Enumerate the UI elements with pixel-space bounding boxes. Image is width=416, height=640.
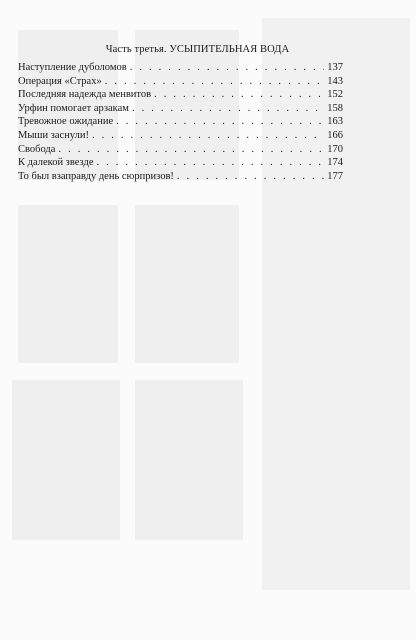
- toc-entry-title: Операция «Страх»: [18, 75, 102, 87]
- toc-entry-title: Урфин помогает арзакам: [18, 102, 129, 114]
- toc-entry-page: 158: [327, 102, 343, 114]
- toc-entry-title: То был взаправду день сюрпризов!: [18, 170, 174, 182]
- table-of-contents: [18, 44, 343, 183]
- toc-dot-leader: [58, 143, 324, 157]
- toc-entry-page: 170: [327, 143, 343, 155]
- toc-entry-title: Последняя надежда менвитов: [18, 89, 152, 101]
- toc-part-heading: Часть третья. УСЫПИТЕЛЬНАЯ ВОДА: [105, 44, 290, 55]
- toc-entry-page: 152: [327, 89, 343, 101]
- toc-entry: [18, 143, 343, 157]
- toc-dot-leader: [116, 115, 324, 129]
- show-through-box: [135, 205, 239, 363]
- toc-entry: [18, 88, 343, 102]
- toc-entry-title: К далекой звезде: [18, 157, 94, 169]
- toc-entry-page: 166: [327, 129, 343, 141]
- toc-entry-page: 163: [327, 116, 343, 128]
- show-through-box: [12, 380, 120, 540]
- toc-entry: [18, 156, 343, 170]
- toc-entry: [18, 115, 343, 129]
- toc-entry-page: 174: [327, 157, 343, 169]
- show-through-box: [18, 205, 118, 363]
- toc-entry-page: 143: [327, 75, 343, 87]
- toc-entry-title: Мыши заснули!: [18, 129, 89, 141]
- toc-entry-title: Наступление дуболомов: [18, 62, 127, 73]
- toc-dot-leader: [96, 156, 324, 170]
- toc-dot-leader: [130, 61, 325, 75]
- toc-entry: [18, 61, 343, 75]
- toc-dot-leader: [132, 102, 324, 116]
- toc-dot-leader: [154, 88, 324, 102]
- toc-entry: [18, 75, 343, 89]
- show-through-box: [135, 380, 243, 540]
- toc-entry-title: Тревожное ожидание: [18, 116, 114, 128]
- toc-dot-leader: [177, 170, 324, 184]
- toc-entry-page: 137: [327, 62, 343, 73]
- toc-dot-leader: [92, 129, 324, 143]
- toc-entry: [18, 170, 343, 184]
- toc-entry-title: Свобода: [18, 143, 56, 155]
- toc-dot-leader: [105, 75, 325, 89]
- toc-entry-page: 177: [327, 170, 343, 182]
- toc-entry: [18, 129, 343, 143]
- toc-entry: [18, 102, 343, 116]
